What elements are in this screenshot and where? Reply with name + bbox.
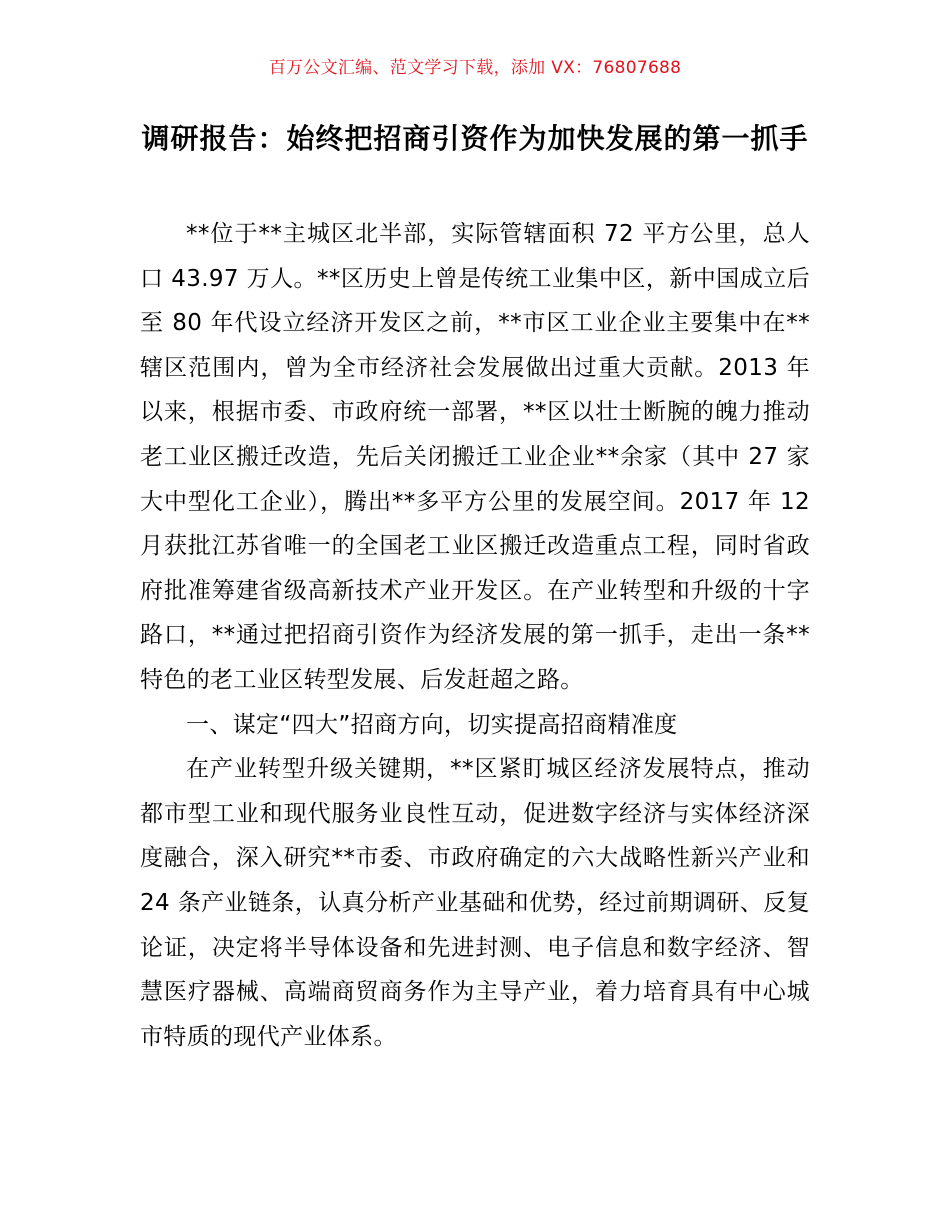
paragraph-intro: **位于**主城区北半部，实际管辖面积 72 平方公里，总人口 43.97 万人。**区历史上曾是传统工业集中区，新中国成立后至 80 年代设立经济开发区之前，**市区工业企业主要集中在**辖区范围内，曾为全市经济社会发展做出过重大贡献。2013 年以来，根据市委、市政府统一部署，**区以壮士断腕的魄力推动老工业区搬迁改造，先后关闭搬迁工业企业**余家（其中 27 家大中型化工企业），腾出**多平方公里的发展空间。2017 年 12 月获批江苏省唯一的全国老工业区搬迁改造重点工程，同时省政府批准筹建省级高新技术产业开发区。在产业转型和升级的十字路口，**通过把招商引资作为经济发展的第一抓手，走出一条**特色的老工业区转型发展、后发赶超之路。 bbox=[140, 221, 810, 693]
section-heading-1: 一、谋定“四大”招商方向，切实提高招商精准度 bbox=[186, 711, 678, 738]
document-title: 调研报告：始终把招商引资作为加快发展的第一抓手 bbox=[141, 122, 809, 155]
document-body bbox=[140, 212, 810, 1059]
promo-header: 百万公文汇编、范文学习下载，添加 VX：76807688 bbox=[268, 58, 682, 78]
paragraph-section-1: 在产业转型升级关键期，**区紧盯城区经济发展特点，推动都市型工业和现代服务业良性互动，促进数字经济与实体经济深度融合，深入研究**市委、市政府确定的六大战略性新兴产业和 24 条产业链条，认真分析产业基础和优势，经过前期调研、反复论证，决定将半导体设备和先进封测、电子信息和数字经济、智慧医疗器械、高端商贸商务作为主导产业，着力培育具有中心城市特质的现代产业体系。 bbox=[140, 756, 810, 1050]
